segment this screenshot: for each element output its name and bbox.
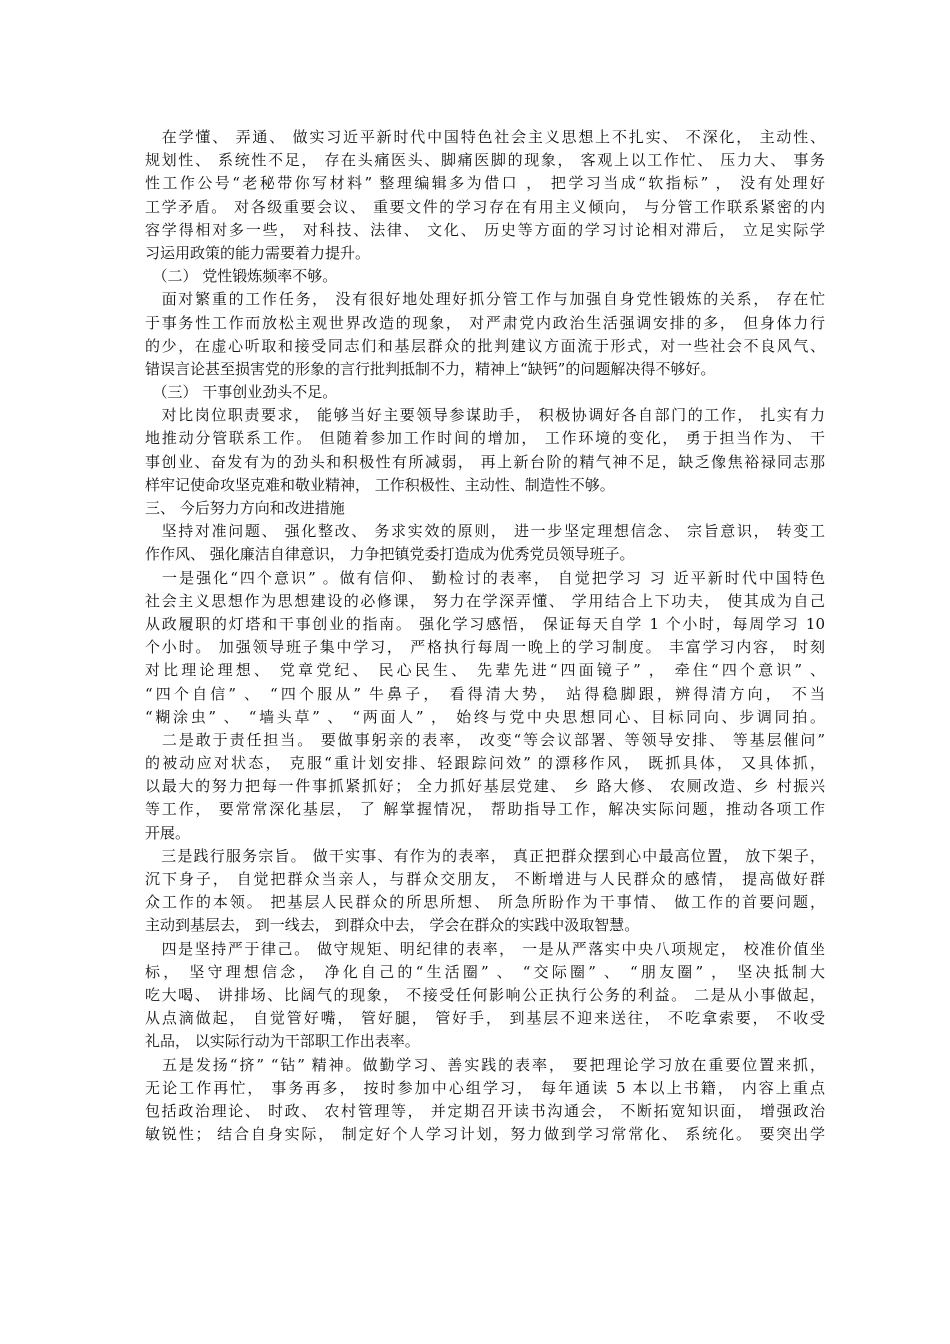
text-line: 个小时。 加强领导班子集中学习， 严格执行每周一晚上的学习制度。 丰富学习内容， 时刻	[145, 638, 825, 657]
text-line: 的少，在虚心听取和接受同志们和基层群众的批判建议方面流于形式，对一些社会不良风气、	[145, 336, 825, 355]
text-line: 面对繁重的工作任务， 没有很好地处理好抓分管工作与加强自身党性锻炼的关系， 存在忙	[145, 290, 825, 309]
section-heading: （三） 干事创业劲头不足。	[145, 383, 338, 402]
text-line: 事创业、奋发有为的劲头和积极性有所减弱， 再上新台阶的精气神不足，缺乏像焦裕禄同志那	[145, 452, 825, 471]
text-line: 地推动分管联系工作。 但随着参加工作时间的增加， 工作环境的变化， 勇于担当作为、 干	[145, 429, 825, 448]
text-line: 礼品， 以实际行动为干部职工作出表率。	[145, 1032, 420, 1051]
text-line: 在学懂、 弄通、 做实习近平新时代中国特色社会主义思想上不扎实、 不深化， 主动性、	[145, 128, 825, 146]
text-line: 规划性、 系统性不足， 存在头痛医头、脚痛医脚的现象， 客观上以工作忙、 压力大、 事务	[145, 151, 825, 170]
text-line: 对比岗位职责要求， 能够当好主要领导参谋助手， 积极协调好各自部门的工作， 扎实有力	[145, 406, 825, 425]
text-line: 包括政治理论、 时政、 农村管理等， 并定期召开读书沟通会， 不断拓宽知识面， 增强政治	[145, 1101, 825, 1120]
text-line: 从政履职的灯塔和干事创业的指南。 强化学习感悟， 保证每天自学 1 个小时，每周学习 10	[145, 614, 825, 633]
text-line: 坚持对准问题、 强化整改、 务求实效的原则， 进一步坚定理想信念、 宗旨意识， 转变工	[145, 522, 825, 541]
text-line: 二是敢于责任担当。 要做事躬亲的表率， 改变“等会议部署、等领导安排、 等基层催问”	[145, 730, 825, 749]
text-line: 错误言论甚至损害党的形象的言行批判抵制不力，精神上“缺钙”的问题解决得不够好。	[145, 359, 716, 378]
text-line: 敏锐性； 结合自身实际， 制定好个人学习计划，努力做到学习常常化、 系统化。 要突出学	[145, 1125, 825, 1144]
text-line: “四个自信” 、 “四个服从” 牛鼻子， 看得清大势， 站得稳脚跟，辨得清方向， 不当	[145, 684, 825, 703]
text-line: 容学得相对多一些， 对科技、法律、 文化、 历史等方面的学习讨论相对滞后， 立足实际学	[145, 220, 825, 239]
text-line: 沉下身子， 自觉把群众当亲人，与群众交朋友， 不断增进与人民群众的感情， 提高做好群	[145, 870, 825, 888]
text-line: 主动到基层去， 到一线去， 到群众中去， 学会在群众的实践中汲取智慧。	[145, 916, 640, 935]
text-line: 三是践行服务宗旨。 做干实事、有作为的表率， 真正把群众摆到心中最高位置， 放下架子，	[145, 846, 825, 865]
text-line: 开展。	[145, 823, 191, 842]
text-line: 性工作公号“老秘带你写材料” 整理编辑多为借口 ， 把学习当成“软指标” ， 没有处理好	[145, 174, 825, 193]
section-heading: 三、 今后努力方向和改进措施	[145, 499, 345, 517]
text-line: 标， 坚守理想信念， 净化自己的“生活圈” 、 “交际圈” 、 “朋友圈” ， 坚决抵制大	[145, 962, 825, 981]
document-body	[145, 126, 825, 1146]
text-line: 五是发扬“挤” “钻” 精神。做勤学习、善实践的表率， 要把理论学习放在重要位置来抓，	[145, 1055, 825, 1074]
text-line: 无论工作再忙， 事务再多， 按时参加中心组学习， 每年通读 5 本以上书籍， 内容上重点	[145, 1078, 825, 1097]
text-line: 社会主义思想作为思想建设的必修课， 努力在学深弄懂、 学用结合上下功夫， 使其成为自己	[145, 591, 825, 610]
text-line: 一是强化“四个意识” 。做有信仰、 勤检讨的表率， 自觉把学习 习 近平新时代中国特色	[145, 568, 825, 587]
text-line: 的被动应对状态， 克服“重计划安排、轻跟踪问效” 的漂移作风， 既抓具体， 又具体抓，	[145, 754, 825, 773]
section-heading: （二） 党性锻炼频率不够。	[145, 267, 338, 286]
text-line: 吃大喝、 讲排场、比阔气的现象， 不接受任何影响公正执行公务的利益。 二是从小事做起，	[145, 985, 825, 1004]
text-line: 样牢记使命攻坚克难和敬业精神， 工作积极性、主动性、制造性不够。	[145, 475, 615, 494]
text-line: 对比理论理想、 党章党纪、 民心民生、 先辈先进“四面镜子” ， 牵住“四个意识” 、	[145, 661, 825, 680]
text-line: 众工作的本领。 把基层人民群众的所思所想、 所急所盼作为干事情、 做工作的首要问题，	[145, 893, 825, 912]
text-line: 从点滴做起， 自觉管好嘴， 管好腿， 管好手， 到基层不迎来送往， 不吃拿索要， 不收受	[145, 1009, 825, 1028]
text-line: “糊涂虫” 、 “墙头草” 、 “两面人” ， 始终与党中央思想同心、目标同向、步调同拍。	[145, 707, 825, 726]
text-line: 等工作， 要常常深化基层， 了 解掌握情况， 帮助指导工作，解决实际问题，推动各项工作	[145, 800, 825, 819]
text-line: 以最大的努力把每一件事抓紧抓好； 全力抓好基层党建、 乡 路大修、 农厕改造、乡 村振兴	[145, 777, 825, 796]
text-line: 工学矛盾。 对各级重要会议、 重要文件的学习存在有用主义倾向， 与分管工作联系紧密的内	[145, 197, 825, 216]
text-line: 习运用政策的能力需要着力提升。	[145, 243, 371, 262]
text-line: 作作风、 强化廉洁自律意识， 力争把镇党委打造成为优秀党员领导班子。	[145, 545, 635, 564]
text-line: 四是坚持严于律己。 做守规矩、明纪律的表率， 一是从严落实中央八项规定， 校准价值坐	[145, 939, 825, 958]
text-line: 于事务性工作而放松主观世界改造的现象， 对严肃党内政治生活强调安排的多， 但身体力行	[145, 313, 825, 332]
